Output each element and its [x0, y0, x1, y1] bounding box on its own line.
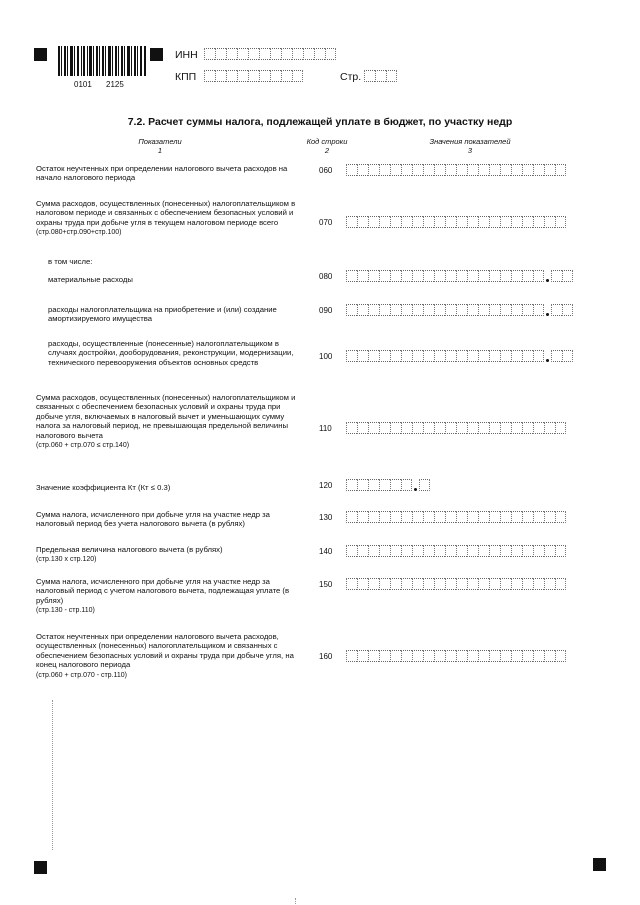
input-cell[interactable] — [401, 578, 412, 590]
input-cell[interactable] — [544, 578, 555, 590]
input-cell[interactable] — [215, 48, 226, 60]
input-cell[interactable] — [555, 422, 566, 434]
input-cell[interactable] — [445, 270, 456, 282]
input-cell[interactable] — [467, 304, 478, 316]
input-cell[interactable] — [379, 422, 390, 434]
input-cell[interactable] — [500, 164, 511, 176]
input-cell[interactable] — [467, 545, 478, 557]
corner-marker-bottom-left — [34, 861, 47, 874]
row-130-label: Сумма налога, исчисленного при добыче угля на участке недр за налоговый период без учета налогового вычета (в рублях) — [36, 510, 270, 529]
input-cell[interactable] — [467, 350, 478, 362]
input-cell[interactable] — [292, 70, 303, 82]
input-cell[interactable] — [562, 270, 573, 282]
row-160-label: Остаток неучтенных при определении налогового вычета расходов, осуществленных (понесенных) налогоплательщиком и связанных с обеспечением безопасных условий и охраны труда при добыче угля, на конец налогового периода (стр.060 + стр.070 - стр.110) — [36, 632, 294, 679]
input-cell[interactable] — [445, 511, 456, 523]
input-cell[interactable] — [544, 650, 555, 662]
row-130-cells[interactable] — [346, 511, 566, 523]
input-cell[interactable] — [390, 216, 401, 228]
input-cell[interactable] — [401, 216, 412, 228]
row-150-code: 150 — [319, 580, 333, 589]
input-cell[interactable] — [379, 511, 390, 523]
input-cell[interactable] — [522, 164, 533, 176]
barcode-number-right: 2125 — [106, 80, 124, 89]
input-cell[interactable] — [522, 650, 533, 662]
inn-label: ИНН — [175, 49, 198, 61]
input-cell[interactable] — [423, 511, 434, 523]
input-cell[interactable] — [390, 270, 401, 282]
input-cell[interactable] — [314, 48, 325, 60]
input-cell[interactable] — [533, 511, 544, 523]
input-cell[interactable] — [401, 350, 412, 362]
input-cell[interactable] — [292, 48, 303, 60]
section-title: 7.2. Расчет суммы налога, подлежащей уплате в бюджет, по участку недр — [127, 116, 513, 128]
input-cell[interactable] — [401, 270, 412, 282]
input-cell[interactable] — [511, 511, 522, 523]
input-cell[interactable] — [401, 511, 412, 523]
input-cell[interactable] — [478, 422, 489, 434]
row-090-code: 090 — [319, 306, 333, 315]
input-cell[interactable] — [390, 650, 401, 662]
input-cell[interactable] — [357, 164, 368, 176]
input-cell[interactable] — [544, 511, 555, 523]
footer-line — [295, 898, 296, 904]
row-070-formula: (стр.080+стр.090+стр.100) — [36, 229, 122, 237]
decimal-point — [544, 350, 551, 362]
input-cell[interactable] — [412, 545, 423, 557]
input-cell[interactable] — [434, 304, 445, 316]
input-cell[interactable] — [456, 304, 467, 316]
input-cell[interactable] — [412, 304, 423, 316]
input-cell[interactable] — [390, 350, 401, 362]
input-cell[interactable] — [500, 545, 511, 557]
input-cell[interactable] — [357, 479, 368, 491]
row-070-label: Сумма расходов, осуществленных (понесенных) налогоплательщиком в налоговом периоде и связанных с обеспечением безопасных условий и охраны труда при добыче угля в текущем налоговом периоде всего (стр.080+стр.090+стр.100) — [36, 199, 296, 237]
input-cell[interactable] — [401, 422, 412, 434]
input-cell[interactable] — [467, 511, 478, 523]
input-cell[interactable] — [325, 48, 336, 60]
input-cell[interactable] — [500, 650, 511, 662]
input-cell[interactable] — [533, 270, 544, 282]
input-cell[interactable] — [456, 578, 467, 590]
input-cell[interactable] — [489, 650, 500, 662]
input-cell[interactable] — [434, 545, 445, 557]
inn-cells[interactable] — [204, 48, 336, 60]
col-number: 1 — [157, 146, 163, 155]
input-cell[interactable] — [379, 270, 390, 282]
input-cell[interactable] — [270, 48, 281, 60]
input-cell[interactable] — [423, 304, 434, 316]
input-cell[interactable] — [500, 304, 511, 316]
input-cell[interactable] — [555, 545, 566, 557]
input-cell[interactable] — [500, 578, 511, 590]
input-cell[interactable] — [390, 545, 401, 557]
row-060-cells[interactable] — [346, 164, 566, 176]
input-cell[interactable] — [423, 270, 434, 282]
input-cell[interactable] — [390, 479, 401, 491]
input-cell[interactable] — [511, 545, 522, 557]
input-cell[interactable] — [500, 216, 511, 228]
input-cell[interactable] — [434, 422, 445, 434]
input-cell[interactable] — [522, 350, 533, 362]
input-cell[interactable] — [357, 216, 368, 228]
input-cell[interactable] — [467, 422, 478, 434]
input-cell[interactable] — [401, 164, 412, 176]
row-080-cells[interactable] — [346, 270, 573, 282]
row-150-cells[interactable] — [346, 578, 566, 590]
input-cell[interactable] — [423, 164, 434, 176]
input-cell[interactable] — [478, 650, 489, 662]
input-cell[interactable] — [390, 164, 401, 176]
input-cell[interactable] — [346, 164, 357, 176]
input-cell[interactable] — [489, 511, 500, 523]
input-cell[interactable] — [445, 650, 456, 662]
input-cell[interactable] — [390, 511, 401, 523]
barcode — [58, 46, 146, 76]
input-cell[interactable] — [562, 304, 573, 316]
input-cell[interactable] — [215, 70, 226, 82]
input-cell[interactable] — [237, 48, 248, 60]
row-090-cells[interactable] — [346, 304, 573, 316]
input-cell[interactable] — [467, 164, 478, 176]
input-cell[interactable] — [259, 48, 270, 60]
input-cell[interactable] — [248, 48, 259, 60]
input-cell[interactable] — [357, 511, 368, 523]
input-cell[interactable] — [357, 304, 368, 316]
input-cell[interactable] — [412, 578, 423, 590]
input-cell[interactable] — [368, 270, 379, 282]
input-cell[interactable] — [555, 511, 566, 523]
input-cell[interactable] — [346, 422, 357, 434]
input-cell[interactable] — [478, 304, 489, 316]
input-cell[interactable] — [401, 650, 412, 662]
input-cell[interactable] — [379, 578, 390, 590]
col-number: 3 — [467, 146, 473, 155]
input-cell[interactable] — [434, 216, 445, 228]
input-cell[interactable] — [544, 545, 555, 557]
input-cell[interactable] — [478, 511, 489, 523]
col-title: Значения показателей — [429, 137, 511, 146]
barcode-number-left: 0101 — [74, 80, 92, 89]
input-cell[interactable] — [511, 164, 522, 176]
input-cell[interactable] — [555, 650, 566, 662]
input-cell[interactable] — [511, 578, 522, 590]
input-cell[interactable] — [467, 270, 478, 282]
row-090-label: расходы налогоплательщика на приобретение и (или) создание амортизируемого имущества — [48, 305, 277, 324]
kpp-cells[interactable] — [204, 70, 303, 82]
input-cell[interactable] — [368, 216, 379, 228]
corner-marker-top-left — [34, 48, 47, 61]
input-cell[interactable] — [489, 164, 500, 176]
input-cell[interactable] — [522, 422, 533, 434]
input-cell[interactable] — [390, 304, 401, 316]
input-cell[interactable] — [551, 350, 562, 362]
input-cell[interactable] — [500, 270, 511, 282]
row-130-code: 130 — [319, 513, 333, 522]
input-cell[interactable] — [544, 216, 555, 228]
input-cell[interactable] — [346, 545, 357, 557]
row-140-formula: (стр.130 x стр.120) — [36, 556, 97, 564]
input-cell[interactable] — [456, 545, 467, 557]
input-cell[interactable] — [368, 304, 379, 316]
input-cell[interactable] — [368, 578, 379, 590]
input-cell[interactable] — [489, 270, 500, 282]
input-cell[interactable] — [248, 70, 259, 82]
input-cell[interactable] — [226, 48, 237, 60]
input-cell[interactable] — [489, 350, 500, 362]
input-cell[interactable] — [478, 350, 489, 362]
input-cell[interactable] — [489, 545, 500, 557]
input-cell[interactable] — [434, 578, 445, 590]
input-cell[interactable] — [511, 216, 522, 228]
input-cell[interactable] — [456, 511, 467, 523]
input-cell[interactable] — [562, 350, 573, 362]
input-cell[interactable] — [346, 511, 357, 523]
input-cell[interactable] — [357, 270, 368, 282]
row-100-label: расходы, осуществленные (понесенные) налогоплательщиком в случаях достройки, дооборудования, реконструкции, модернизации, технического перевооружения объектов основных средств — [48, 339, 294, 367]
input-cell[interactable] — [368, 422, 379, 434]
input-cell[interactable] — [423, 578, 434, 590]
input-cell[interactable] — [423, 650, 434, 662]
corner-marker-bottom-right — [593, 858, 606, 871]
input-cell[interactable] — [522, 304, 533, 316]
decimal-point — [544, 304, 551, 316]
input-cell[interactable] — [401, 545, 412, 557]
row-060-code: 060 — [319, 166, 333, 175]
input-cell[interactable] — [346, 479, 357, 491]
input-cell[interactable] — [368, 511, 379, 523]
row-160-code: 160 — [319, 652, 333, 661]
input-cell[interactable] — [555, 216, 566, 228]
input-cell[interactable] — [445, 545, 456, 557]
input-cell[interactable] — [445, 350, 456, 362]
input-cell[interactable] — [478, 270, 489, 282]
col-number: 2 — [324, 146, 330, 155]
input-cell[interactable] — [445, 216, 456, 228]
input-cell[interactable] — [533, 216, 544, 228]
row-100-code: 100 — [319, 352, 333, 361]
input-cell[interactable] — [489, 422, 500, 434]
input-cell[interactable] — [379, 164, 390, 176]
row-070-cells[interactable] — [346, 216, 566, 228]
input-cell[interactable] — [368, 650, 379, 662]
input-cell[interactable] — [412, 216, 423, 228]
input-cell[interactable] — [423, 216, 434, 228]
input-cell[interactable] — [346, 304, 357, 316]
input-cell[interactable] — [281, 48, 292, 60]
input-cell[interactable] — [412, 511, 423, 523]
row-including-label: в том числе: — [48, 257, 93, 266]
input-cell[interactable] — [533, 545, 544, 557]
input-cell[interactable] — [368, 479, 379, 491]
input-cell[interactable] — [412, 422, 423, 434]
page-cells[interactable] — [364, 70, 397, 82]
col-title: Показатели — [138, 137, 182, 146]
row-110-code: 110 — [319, 424, 332, 433]
input-cell[interactable] — [434, 164, 445, 176]
input-cell[interactable] — [478, 545, 489, 557]
input-cell[interactable] — [364, 70, 375, 82]
decimal-point — [544, 270, 551, 282]
row-070-code: 070 — [319, 218, 333, 227]
input-cell[interactable] — [368, 350, 379, 362]
row-150-formula: (стр.130 - стр.110) — [36, 607, 95, 615]
input-cell[interactable] — [511, 270, 522, 282]
input-cell[interactable] — [434, 270, 445, 282]
corner-marker-top-mid — [150, 48, 163, 61]
row-060-label: Остаток неучтенных при определении налогового вычета расходов на начало налогового периода — [36, 164, 288, 183]
input-cell[interactable] — [379, 304, 390, 316]
input-cell[interactable] — [379, 216, 390, 228]
input-cell[interactable] — [555, 578, 566, 590]
input-cell[interactable] — [456, 270, 467, 282]
input-cell[interactable] — [375, 70, 386, 82]
input-cell[interactable] — [445, 164, 456, 176]
input-cell[interactable] — [456, 350, 467, 362]
input-cell[interactable] — [281, 70, 292, 82]
row-120-cells[interactable] — [346, 479, 430, 491]
input-cell[interactable] — [467, 650, 478, 662]
row-140-label: Предельная величина налогового вычета (в рублях) (стр.130 x стр.120) — [36, 545, 223, 564]
input-cell[interactable] — [401, 304, 412, 316]
input-cell[interactable] — [478, 164, 489, 176]
input-cell[interactable] — [346, 350, 357, 362]
row-140-code: 140 — [319, 547, 333, 556]
input-cell[interactable] — [456, 216, 467, 228]
input-cell[interactable] — [412, 164, 423, 176]
row-110-label: Сумма расходов, осуществленных (понесенных) налогоплательщиком и связанных с обеспечением безопасных условий и охраны труда при добыче угля, включаемых в налоговый вычет и уменьшающих сумму налога за налоговый период, не превышающая предельной величины налогового вычета (стр.060 + стр.070 ≤ стр.140) — [36, 393, 296, 450]
row-160-cells[interactable] — [346, 650, 566, 662]
input-cell[interactable] — [204, 48, 215, 60]
input-cell[interactable] — [456, 422, 467, 434]
input-cell[interactable] — [237, 70, 248, 82]
input-cell[interactable] — [511, 422, 522, 434]
input-cell[interactable] — [368, 164, 379, 176]
input-cell[interactable] — [419, 479, 430, 491]
input-cell[interactable] — [346, 216, 357, 228]
input-cell[interactable] — [379, 350, 390, 362]
input-cell[interactable] — [533, 164, 544, 176]
input-cell[interactable] — [551, 270, 562, 282]
row-120-code: 120 — [319, 481, 333, 490]
input-cell[interactable] — [511, 350, 522, 362]
input-cell[interactable] — [456, 164, 467, 176]
input-cell[interactable] — [434, 511, 445, 523]
input-cell[interactable] — [489, 578, 500, 590]
input-cell[interactable] — [533, 422, 544, 434]
row-150-label: Сумма налога, исчисленного при добыче угля на участке недр за налоговый период с учетом налогового вычета, подлежащая уплате (в рублях) (стр.130 - стр.110) — [36, 577, 290, 615]
input-cell[interactable] — [390, 422, 401, 434]
input-cell[interactable] — [522, 578, 533, 590]
input-cell[interactable] — [500, 350, 511, 362]
row-100-cells[interactable] — [346, 350, 573, 362]
input-cell[interactable] — [270, 70, 281, 82]
input-cell[interactable] — [522, 270, 533, 282]
input-cell[interactable] — [357, 422, 368, 434]
input-cell[interactable] — [522, 545, 533, 557]
input-cell[interactable] — [259, 70, 270, 82]
input-cell[interactable] — [357, 545, 368, 557]
input-cell[interactable] — [412, 350, 423, 362]
kpp-label: КПП — [175, 71, 197, 83]
input-cell[interactable] — [423, 545, 434, 557]
input-cell[interactable] — [379, 479, 390, 491]
input-cell[interactable] — [500, 422, 511, 434]
row-140-cells[interactable] — [346, 545, 566, 557]
input-cell[interactable] — [511, 304, 522, 316]
input-cell[interactable] — [401, 479, 412, 491]
page-label: Стр. — [340, 71, 362, 83]
row-080-label: материальные расходы — [48, 275, 133, 284]
input-cell[interactable] — [445, 578, 456, 590]
input-cell[interactable] — [204, 70, 215, 82]
input-cell[interactable] — [555, 164, 566, 176]
input-cell[interactable] — [533, 350, 544, 362]
row-110-cells[interactable] — [346, 422, 566, 434]
input-cell[interactable] — [511, 650, 522, 662]
input-cell[interactable] — [379, 545, 390, 557]
input-cell[interactable] — [467, 578, 478, 590]
input-cell[interactable] — [500, 511, 511, 523]
input-cell[interactable] — [456, 650, 467, 662]
row-120-label: Значение коэффициента Кт (Кт ≤ 0.3) — [36, 483, 171, 492]
input-cell[interactable] — [412, 270, 423, 282]
input-cell[interactable] — [445, 304, 456, 316]
row-160-formula: (стр.060 + стр.070 - стр.110) — [36, 671, 128, 679]
input-cell[interactable] — [357, 578, 368, 590]
row-110-formula: (стр.060 + стр.070 ≤ стр.140) — [36, 442, 130, 450]
col-title: Код строки — [306, 137, 348, 146]
decimal-point — [412, 479, 419, 491]
input-cell[interactable] — [346, 650, 357, 662]
input-cell[interactable] — [357, 650, 368, 662]
input-cell[interactable] — [434, 650, 445, 662]
input-cell[interactable] — [226, 70, 237, 82]
input-cell[interactable] — [390, 578, 401, 590]
input-cell[interactable] — [533, 578, 544, 590]
input-cell[interactable] — [551, 304, 562, 316]
input-cell[interactable] — [522, 216, 533, 228]
input-cell[interactable] — [357, 350, 368, 362]
col-header-code — [300, 137, 354, 155]
input-cell[interactable] — [544, 164, 555, 176]
input-cell[interactable] — [423, 422, 434, 434]
input-cell[interactable] — [303, 48, 314, 60]
row-080-code: 080 — [319, 272, 333, 281]
col-header-indicators — [120, 137, 200, 155]
input-cell[interactable] — [533, 650, 544, 662]
margin-line — [52, 700, 53, 850]
input-cell[interactable] — [434, 350, 445, 362]
input-cell[interactable] — [478, 216, 489, 228]
input-cell[interactable] — [346, 270, 357, 282]
input-cell[interactable] — [489, 216, 500, 228]
input-cell[interactable] — [522, 511, 533, 523]
input-cell[interactable] — [379, 650, 390, 662]
input-cell[interactable] — [386, 70, 397, 82]
input-cell[interactable] — [346, 578, 357, 590]
input-cell[interactable] — [423, 350, 434, 362]
input-cell[interactable] — [368, 545, 379, 557]
col-header-values — [410, 137, 530, 155]
input-cell[interactable] — [445, 422, 456, 434]
input-cell[interactable] — [467, 216, 478, 228]
input-cell[interactable] — [489, 304, 500, 316]
input-cell[interactable] — [478, 578, 489, 590]
input-cell[interactable] — [544, 422, 555, 434]
input-cell[interactable] — [533, 304, 544, 316]
input-cell[interactable] — [412, 650, 423, 662]
